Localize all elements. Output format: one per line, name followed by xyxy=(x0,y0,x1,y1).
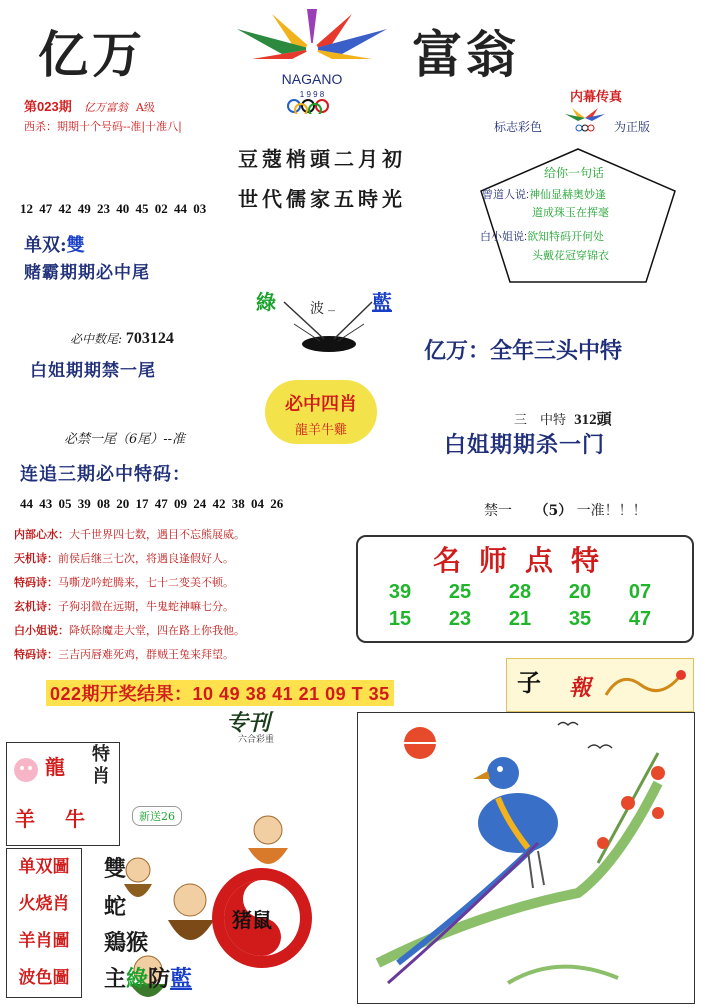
wave-blank: _ xyxy=(328,296,335,312)
verse-row: 天机诗：前侯后继三七次，将遇良逢假好人。 xyxy=(14,552,234,565)
banner-char-1: 子 xyxy=(517,668,541,697)
must-tail-sub: 白姐期期禁一尾 xyxy=(30,361,156,381)
fax-right: 为正版 xyxy=(614,120,651,134)
lower-grid-row: 羊肖圖 xyxy=(18,931,70,951)
three-head-label: 三 中特 xyxy=(514,413,567,428)
single-double-sub: 赌霸期期必中尾 xyxy=(24,263,150,283)
zodiac-banner xyxy=(506,658,694,712)
issue-line xyxy=(24,96,155,115)
lower-double: 雙 xyxy=(104,856,127,882)
subtitle: 西杀：期期十个号码--准|十准八| xyxy=(24,120,182,133)
ban-one-tail: 一准！！！ xyxy=(576,503,647,519)
master-number: 39 xyxy=(388,581,412,603)
verse-row: 玄机诗：子狗羽微在远期，牛鬼蛇神嘛七分。 xyxy=(14,600,234,613)
special-brand: 专刊 xyxy=(226,710,271,736)
special-sub: 六合彩重 xyxy=(238,735,275,745)
three-head-value: 312頭 xyxy=(574,412,612,428)
result-banner: 022期开奖结果：10 49 38 41 21 09 T 35 xyxy=(46,680,394,706)
lower-grid-row: 波色圖 xyxy=(18,968,70,988)
master-title: 名师点特 xyxy=(432,544,617,577)
master-number: 23 xyxy=(448,608,472,630)
special-issue xyxy=(186,706,336,745)
speaker-1: 曾道人说: xyxy=(482,189,530,201)
pig-rat-badge xyxy=(210,866,314,970)
lower-guard: 防 xyxy=(148,966,171,992)
lower-grid-labels xyxy=(6,848,82,998)
brand-small: 亿万富翁 xyxy=(83,101,128,114)
fax-logo-icon xyxy=(560,106,610,132)
master-row-1 xyxy=(370,581,692,604)
lower-main: 主 xyxy=(104,966,127,992)
wave-mid: 波 xyxy=(310,301,324,317)
zodiac-dragon: 龍 xyxy=(45,755,65,779)
lower-green: 綠 xyxy=(126,966,149,992)
master-panel xyxy=(356,535,694,643)
ban-one-label: 禁一 xyxy=(484,503,512,519)
master-row-2 xyxy=(370,608,692,631)
ban-tail-label: 必禁一尾（6尾）--准 xyxy=(64,432,186,447)
four-zodiac-badge xyxy=(265,380,377,444)
master-number: 15 xyxy=(388,608,412,630)
wave-green: 綠 xyxy=(256,290,276,314)
single-double-value: 雙 xyxy=(66,235,85,256)
bird-on-branch-icon xyxy=(358,713,694,1003)
title-right: 富翁 xyxy=(412,25,520,84)
four-zodiac-title: 必中四肖 xyxy=(285,394,357,415)
bai-line: 白姐期期杀一门 xyxy=(444,432,606,458)
lower-blue: 藍 xyxy=(170,966,193,992)
fax-left: 标志彩色 xyxy=(494,120,543,134)
lower-grid-row: 单双圖 xyxy=(18,857,70,877)
zodiac-sheep: 羊 xyxy=(15,807,35,831)
wave-graphic xyxy=(254,284,404,358)
single-double-label: 单双: xyxy=(24,235,67,256)
zodiac-ox: 牛 xyxy=(65,807,85,831)
pentagon-heading: 给你一句话 xyxy=(544,166,605,180)
zodiac-badge: 新送26 xyxy=(132,806,182,826)
master-number: 47 xyxy=(628,608,652,630)
verse-row: 内部心水：大千世界四七数，遇目不忘熊展威。 xyxy=(14,528,245,541)
pentagon-box xyxy=(478,146,678,286)
logo-text: NAGANO xyxy=(281,71,343,87)
chase-label: 连追三期必中特码： xyxy=(20,464,191,485)
lower-chicken-monkey: 鶏猴 xyxy=(104,930,149,956)
line-1a: 神仙显赫奥妙逢 xyxy=(529,189,607,201)
master-number: 07 xyxy=(628,581,652,603)
dragon-icon xyxy=(11,755,41,785)
olympic-rings-icon xyxy=(288,100,328,114)
grade-label: A级 xyxy=(135,101,155,114)
master-number: 28 xyxy=(508,581,532,603)
banner-char-2: 報 xyxy=(569,675,592,701)
dragon-ornament-icon xyxy=(601,665,691,705)
bird-illustration xyxy=(357,712,695,1004)
must-tail-value: 703124 xyxy=(125,330,174,347)
verse-row: 特码诗：三吉丙唇难死鸡，群贼王兔来拜望。 xyxy=(14,648,234,661)
zodiac-vertical: 特肖 xyxy=(92,744,110,787)
master-number: 20 xyxy=(568,581,592,603)
master-number: 21 xyxy=(508,608,532,630)
flower-logo-icon xyxy=(237,9,387,59)
line-2b: 头戴花冠穿锦衣 xyxy=(532,250,609,262)
speaker-2: 白小姐说: xyxy=(480,231,528,243)
verse-list xyxy=(14,523,359,685)
master-number: 25 xyxy=(448,581,472,603)
title-left: 亿万 xyxy=(38,25,146,84)
issue-number: 第023期 xyxy=(24,99,72,114)
verse-row: 白小姐说：降妖除魔走大堂，四在路上你我他。 xyxy=(14,624,245,637)
numbers-row-1: 12 47 42 49 23 40 45 02 44 03 xyxy=(20,201,207,216)
yiwan-line: 亿万：全年三头中特 xyxy=(424,338,623,363)
master-number: 35 xyxy=(568,608,592,630)
numbers-row-2: 44 43 05 39 08 20 17 47 09 24 42 38 04 26 xyxy=(20,496,284,511)
lower-snake: 蛇 xyxy=(104,894,127,920)
lower-grid-row: 火烧肖 xyxy=(18,894,70,914)
line-1b: 道成珠玉在挥毫 xyxy=(532,207,609,219)
nagano-logo xyxy=(212,4,412,114)
logo-year: 1 9 9 8 xyxy=(299,90,325,99)
must-tail-label: 必中数尾: xyxy=(70,332,123,346)
couplet-line-2: 世代儒家五時光 xyxy=(238,187,406,211)
line-2a: 欲知特码开何处 xyxy=(527,231,605,243)
couplet-line-1: 豆蔻梢頭二月初 xyxy=(238,147,406,171)
pig-rat-text: 猪鼠 xyxy=(232,908,272,932)
wave-blue: 藍 xyxy=(372,290,392,314)
verse-row: 特码诗：马嘶龙吟蛇腾来，七十二变美不顿。 xyxy=(14,576,234,589)
ban-one-value: （5） xyxy=(534,503,573,519)
four-zodiac-animals: 龍羊牛雞 xyxy=(294,423,347,438)
fax-title: 内幕传真 xyxy=(570,89,623,104)
